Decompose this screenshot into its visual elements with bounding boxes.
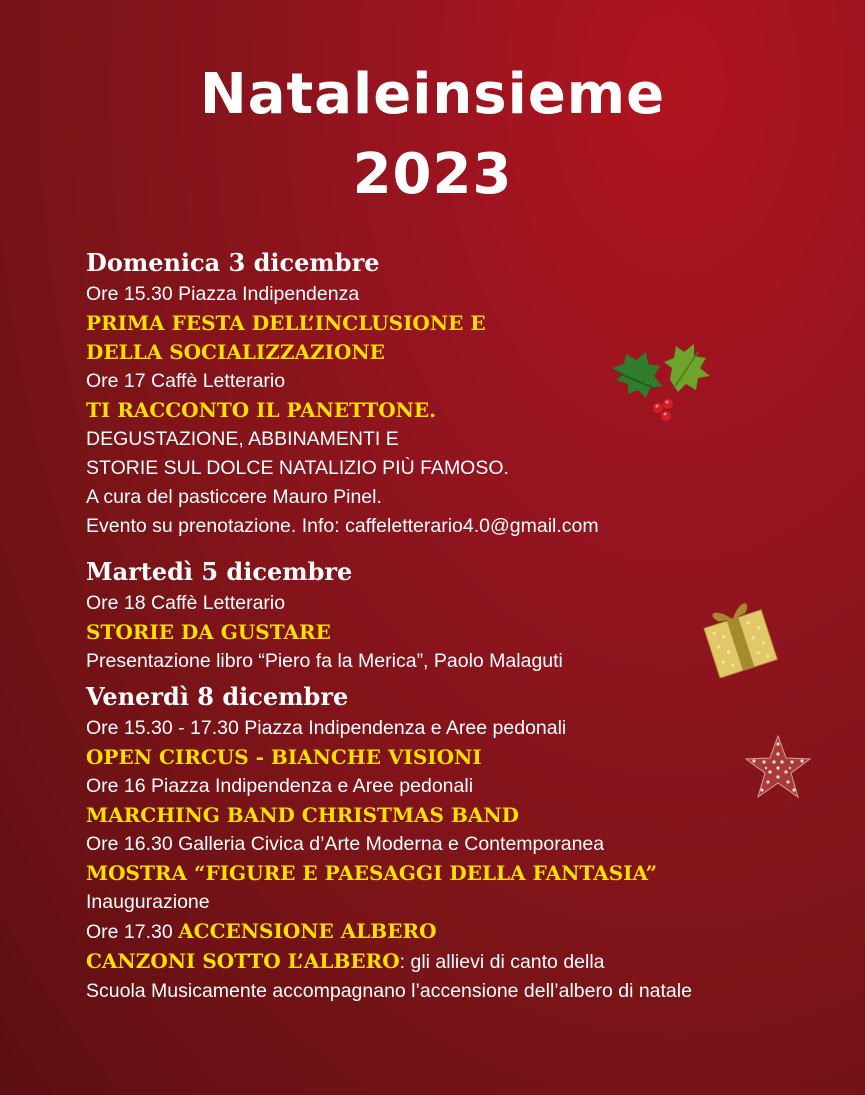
event-time-title — [86, 917, 846, 947]
event-description: Presentazione libro “Piero fa la Merica”, Paolo Malaguti — [86, 650, 563, 672]
event-title-inline: ACCENSIONE ALBERO — [178, 919, 437, 943]
event-time-location: Ore 15.30 Piazza Indipendenza — [86, 283, 360, 305]
day-heading-dec-3: Domenica 3 dicembre — [86, 248, 380, 277]
event-title: MOSTRA “FIGURE E PAESAGGI DELLA FANTASIA” — [86, 861, 658, 885]
event-description: STORIE SUL DOLCE NATALIZIO PIÙ FAMOSO. — [86, 457, 509, 479]
event-time-location: Ore 16 Piazza Indipendenza e Aree pedonali — [86, 775, 474, 797]
gift-icon — [696, 592, 784, 678]
event-description: Scuola Musicamente accompagnano l’accensione dell’albero di natale — [86, 980, 692, 1002]
event-title-description — [86, 947, 846, 977]
event-description: Inaugurazione — [86, 891, 210, 913]
event-time: Ore 17.30 — [86, 921, 179, 943]
event-booking-info: Evento su prenotazione. Info: caffeletterario4.0@gmail.com — [86, 515, 599, 537]
event-description: DEGUSTAZIONE, ABBINAMENTI E — [86, 428, 399, 450]
star-ornament-icon — [744, 734, 812, 800]
event-description: A cura del pasticcere Mauro Pinel. — [86, 486, 382, 508]
event-title: MARCHING BAND CHRISTMAS BAND — [86, 803, 520, 827]
event-title: OPEN CIRCUS - BIANCHE VISIONI — [86, 745, 482, 769]
event-title: TI RACCONTO IL PANETTONE. — [86, 398, 437, 422]
event-time-location: Ore 16.30 Galleria Civica d’Arte Moderna e Contemporanea — [86, 833, 605, 855]
event-title: STORIE DA GUSTARE — [86, 620, 331, 644]
day-heading-dec-8: Venerdì 8 dicembre — [86, 682, 349, 711]
event-title: PRIMA FESTA DELL’INCLUSIONE E — [86, 311, 486, 335]
title-line-1: Nataleinsieme — [199, 62, 666, 127]
event-time-location: Ore 18 Caffè Letterario — [86, 592, 286, 614]
title-year: 2023 — [352, 142, 513, 207]
day-heading-dec-5: Martedì 5 dicembre — [86, 557, 353, 586]
event-title-inline: CANZONI SOTTO L’ALBERO — [86, 949, 400, 973]
event-time-location: Ore 17 Caffè Letterario — [86, 370, 286, 392]
event-time-location: Ore 15.30 - 17.30 Piazza Indipendenza e Aree pedonali — [86, 717, 567, 739]
event-description-inline: : gli allievi di canto della — [399, 951, 605, 973]
holly-icon — [606, 338, 716, 430]
event-title: DELLA SOCIALIZZAZIONE — [86, 340, 385, 364]
